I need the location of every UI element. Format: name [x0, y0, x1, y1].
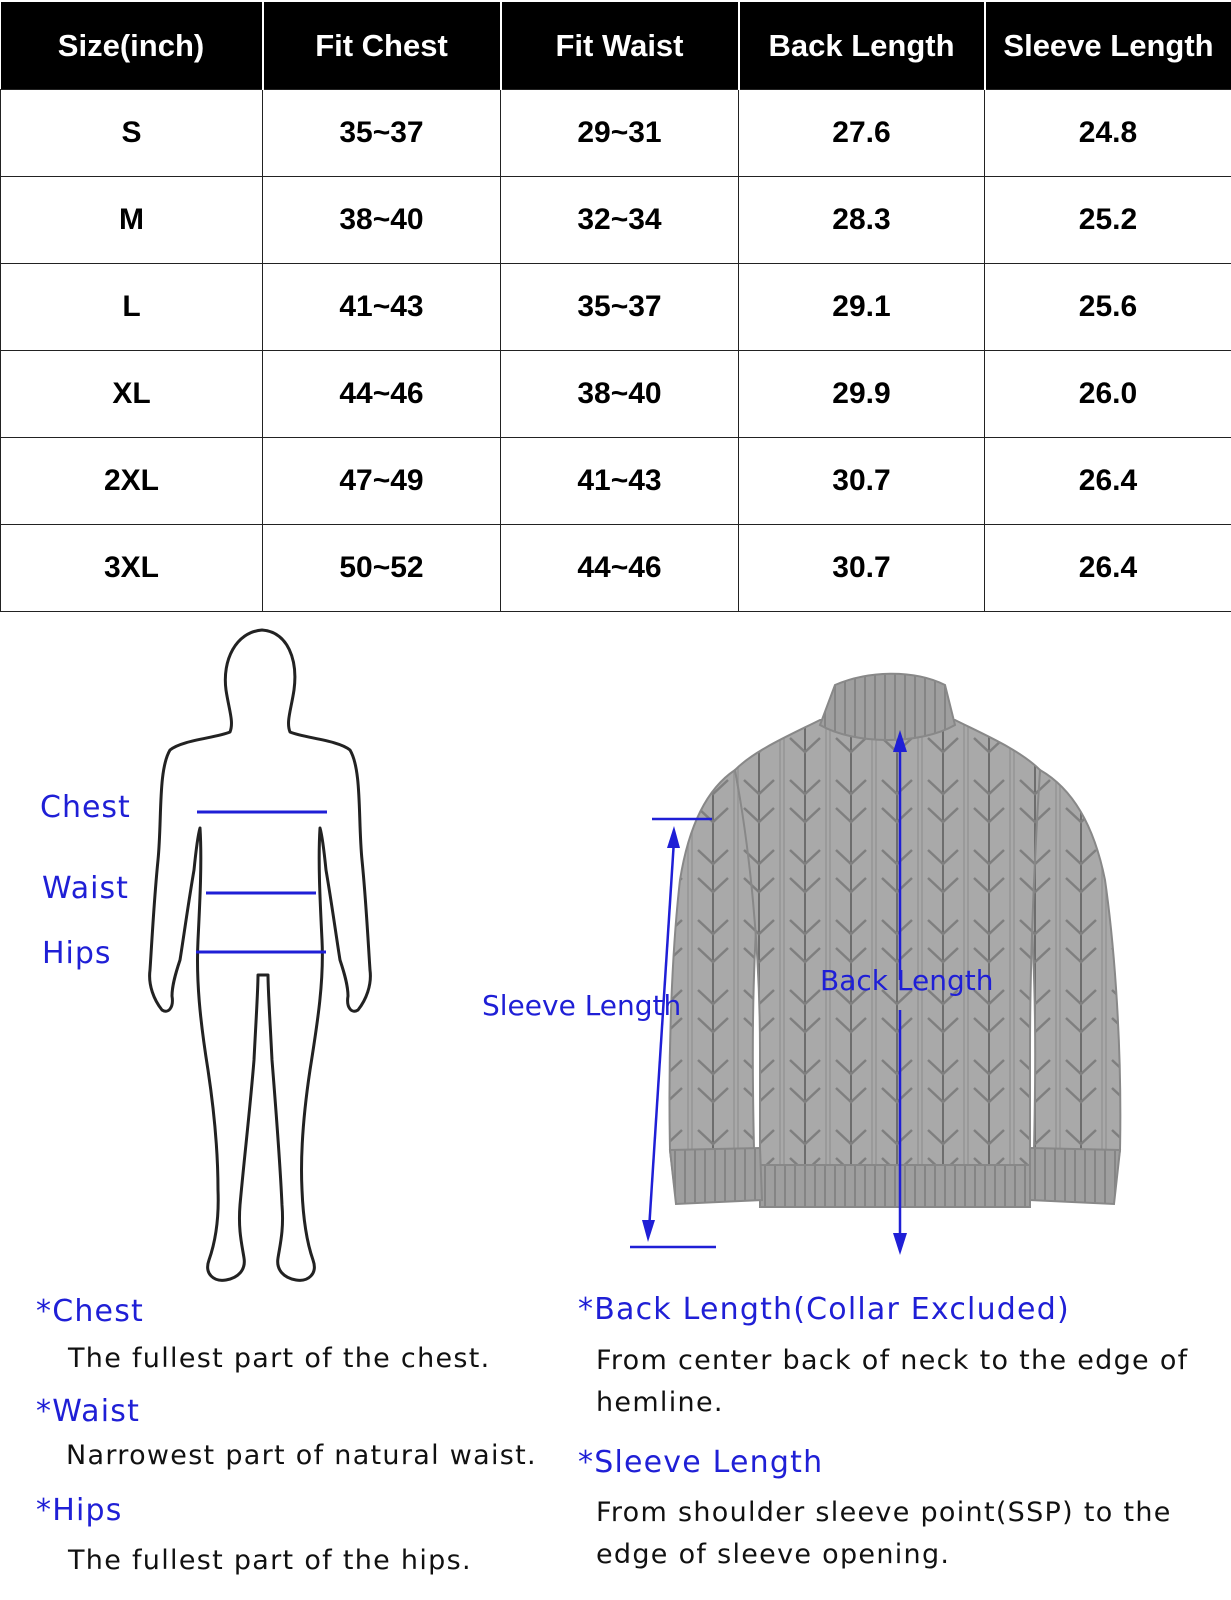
- note-hips-text: The fullest part of the hips.: [68, 1545, 472, 1576]
- cell-fit-waist: 29~31: [501, 90, 739, 177]
- cell-back-length: 29.1: [739, 264, 985, 351]
- sweater-shape: [669, 674, 1120, 1207]
- header-fit-waist: Fit Waist: [501, 2, 739, 90]
- back-length-label: Back Length: [820, 964, 994, 997]
- note-sleeve-length-title: *Sleeve Length: [578, 1445, 824, 1480]
- cell-fit-chest: 47~49: [263, 438, 501, 525]
- header-back-length: Back Length: [739, 2, 985, 90]
- cell-back-length: 30.7: [739, 525, 985, 612]
- cell-fit-chest: 50~52: [263, 525, 501, 612]
- cell-fit-waist: 38~40: [501, 351, 739, 438]
- cell-fit-waist: 35~37: [501, 264, 739, 351]
- cell-fit-chest: 41~43: [263, 264, 501, 351]
- cell-back-length: 28.3: [739, 177, 985, 264]
- cell-sleeve-length: 24.8: [985, 90, 1231, 177]
- note-back-length-text: From center back of neck to the edge of hemline.: [596, 1345, 1189, 1418]
- note-waist-text: Narrowest part of natural waist.: [66, 1440, 537, 1471]
- cell-sleeve-length: 25.6: [985, 264, 1231, 351]
- cell-size: L: [1, 264, 263, 351]
- cell-size: XL: [1, 351, 263, 438]
- cell-back-length: 27.6: [739, 90, 985, 177]
- cell-size: 3XL: [1, 525, 263, 612]
- note-hips-title: *Hips: [36, 1493, 123, 1528]
- cell-fit-waist: 44~46: [501, 525, 739, 612]
- header-sleeve-length: Sleeve Length: [985, 2, 1231, 90]
- cell-fit-chest: 44~46: [263, 351, 501, 438]
- cell-sleeve-length: 25.2: [985, 177, 1231, 264]
- note-back-length-title: *Back Length(Collar Excluded): [578, 1292, 1070, 1327]
- cell-fit-chest: 35~37: [263, 90, 501, 177]
- note-chest-text: The fullest part of the chest.: [68, 1343, 491, 1374]
- cell-fit-waist: 41~43: [501, 438, 739, 525]
- waist-label: Waist: [42, 871, 129, 906]
- cell-fit-chest: 38~40: [263, 177, 501, 264]
- note-waist-title: *Waist: [36, 1394, 141, 1429]
- header-fit-chest: Fit Chest: [263, 2, 501, 90]
- cell-back-length: 30.7: [739, 438, 985, 525]
- cell-back-length: 29.9: [739, 351, 985, 438]
- sleeve-length-label: Sleeve Length: [482, 989, 682, 1022]
- cell-sleeve-length: 26.4: [985, 525, 1231, 612]
- cell-size: S: [1, 90, 263, 177]
- header-size: Size(inch): [1, 2, 263, 90]
- cell-sleeve-length: 26.0: [985, 351, 1231, 438]
- cell-fit-waist: 32~34: [501, 177, 739, 264]
- cell-size: M: [1, 177, 263, 264]
- cell-sleeve-length: 26.4: [985, 438, 1231, 525]
- cell-size: 2XL: [1, 438, 263, 525]
- note-sleeve-length-text: From shoulder sleeve point(SSP) to the edge of sleeve opening.: [596, 1497, 1172, 1570]
- chest-label: Chest: [40, 790, 131, 825]
- hips-label: Hips: [42, 936, 112, 971]
- note-chest-title: *Chest: [36, 1294, 145, 1329]
